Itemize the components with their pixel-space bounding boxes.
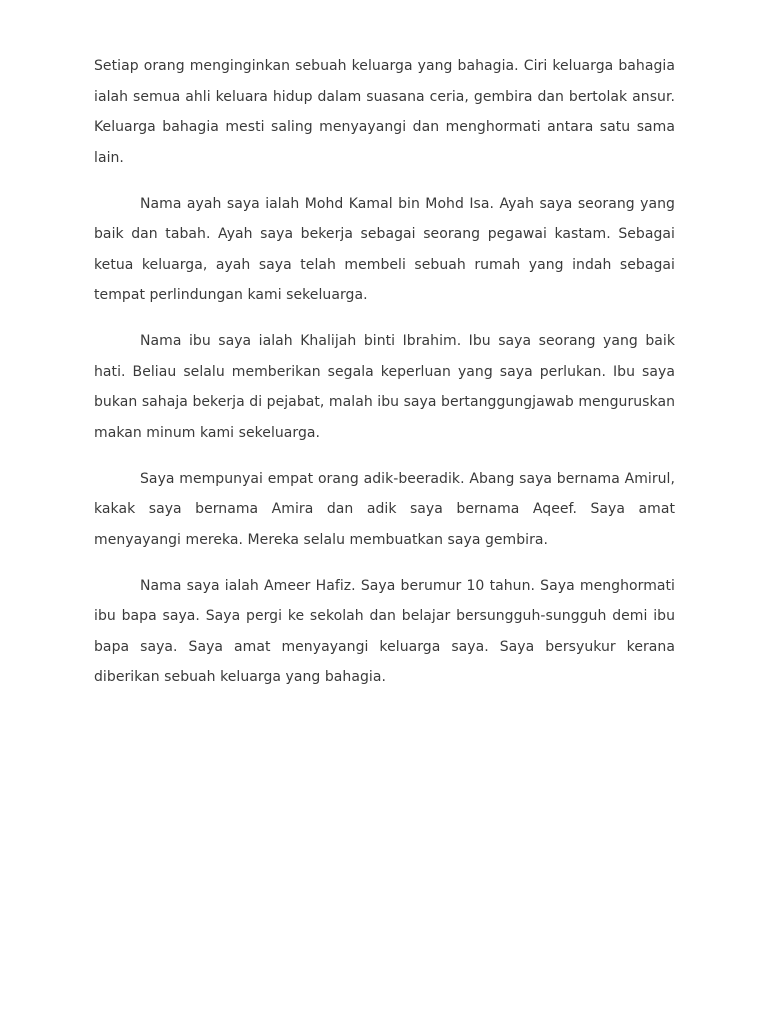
document-body (94, 51, 675, 708)
paragraph-intro: Setiap orang menginginkan sebuah keluarga yang bahagia. Ciri keluarga bahagia ialah semua ahli keluara hidup dalam suasana ceria, gembira dan bertolak ansur. Keluarga bahagia mesti saling menyayangi dan menghormati antara satu sama lain. (94, 58, 675, 166)
paragraph-mother: Nama ibu saya ialah Khalijah binti Ibrahim. Ibu saya seorang yang baik hati. Beliau selalu memberikan segala keperluan yang saya perlukan. Ibu saya bukan sahaja bekerja di pejabat, malah ibu saya bertanggungjawab menguruskan makan minum kami sekeluarga. (94, 333, 675, 441)
paragraph-father: Nama ayah saya ialah Mohd Kamal bin Mohd Isa. Ayah saya seorang yang baik dan tabah. Ayah saya bekerja sebagai seorang pegawai kastam. Sebagai ketua keluarga, ayah saya telah membeli sebuah rumah yang indah sebagai tempat perlindungan kami sekeluarga. (94, 195, 675, 303)
paragraph-siblings: Saya mempunyai empat orang adik-beeradik. Abang saya bernama Amirul, kakak saya bernama Amira dan adik saya bernama Aqeef. Saya amat menyayangi mereka. Mereka selalu membuatkan saya gembira. (94, 470, 675, 548)
paragraph-self: Nama saya ialah Ameer Hafiz. Saya berumur 10 tahun. Saya menghormati ibu bapa saya. Saya pergi ke sekolah dan belajar bersungguh-sungguh demi ibu bapa saya. Saya amat menyayangi keluarga saya. Saya bersyukur kerana diberikan sebuah keluarga yang bahagia. (94, 577, 675, 685)
